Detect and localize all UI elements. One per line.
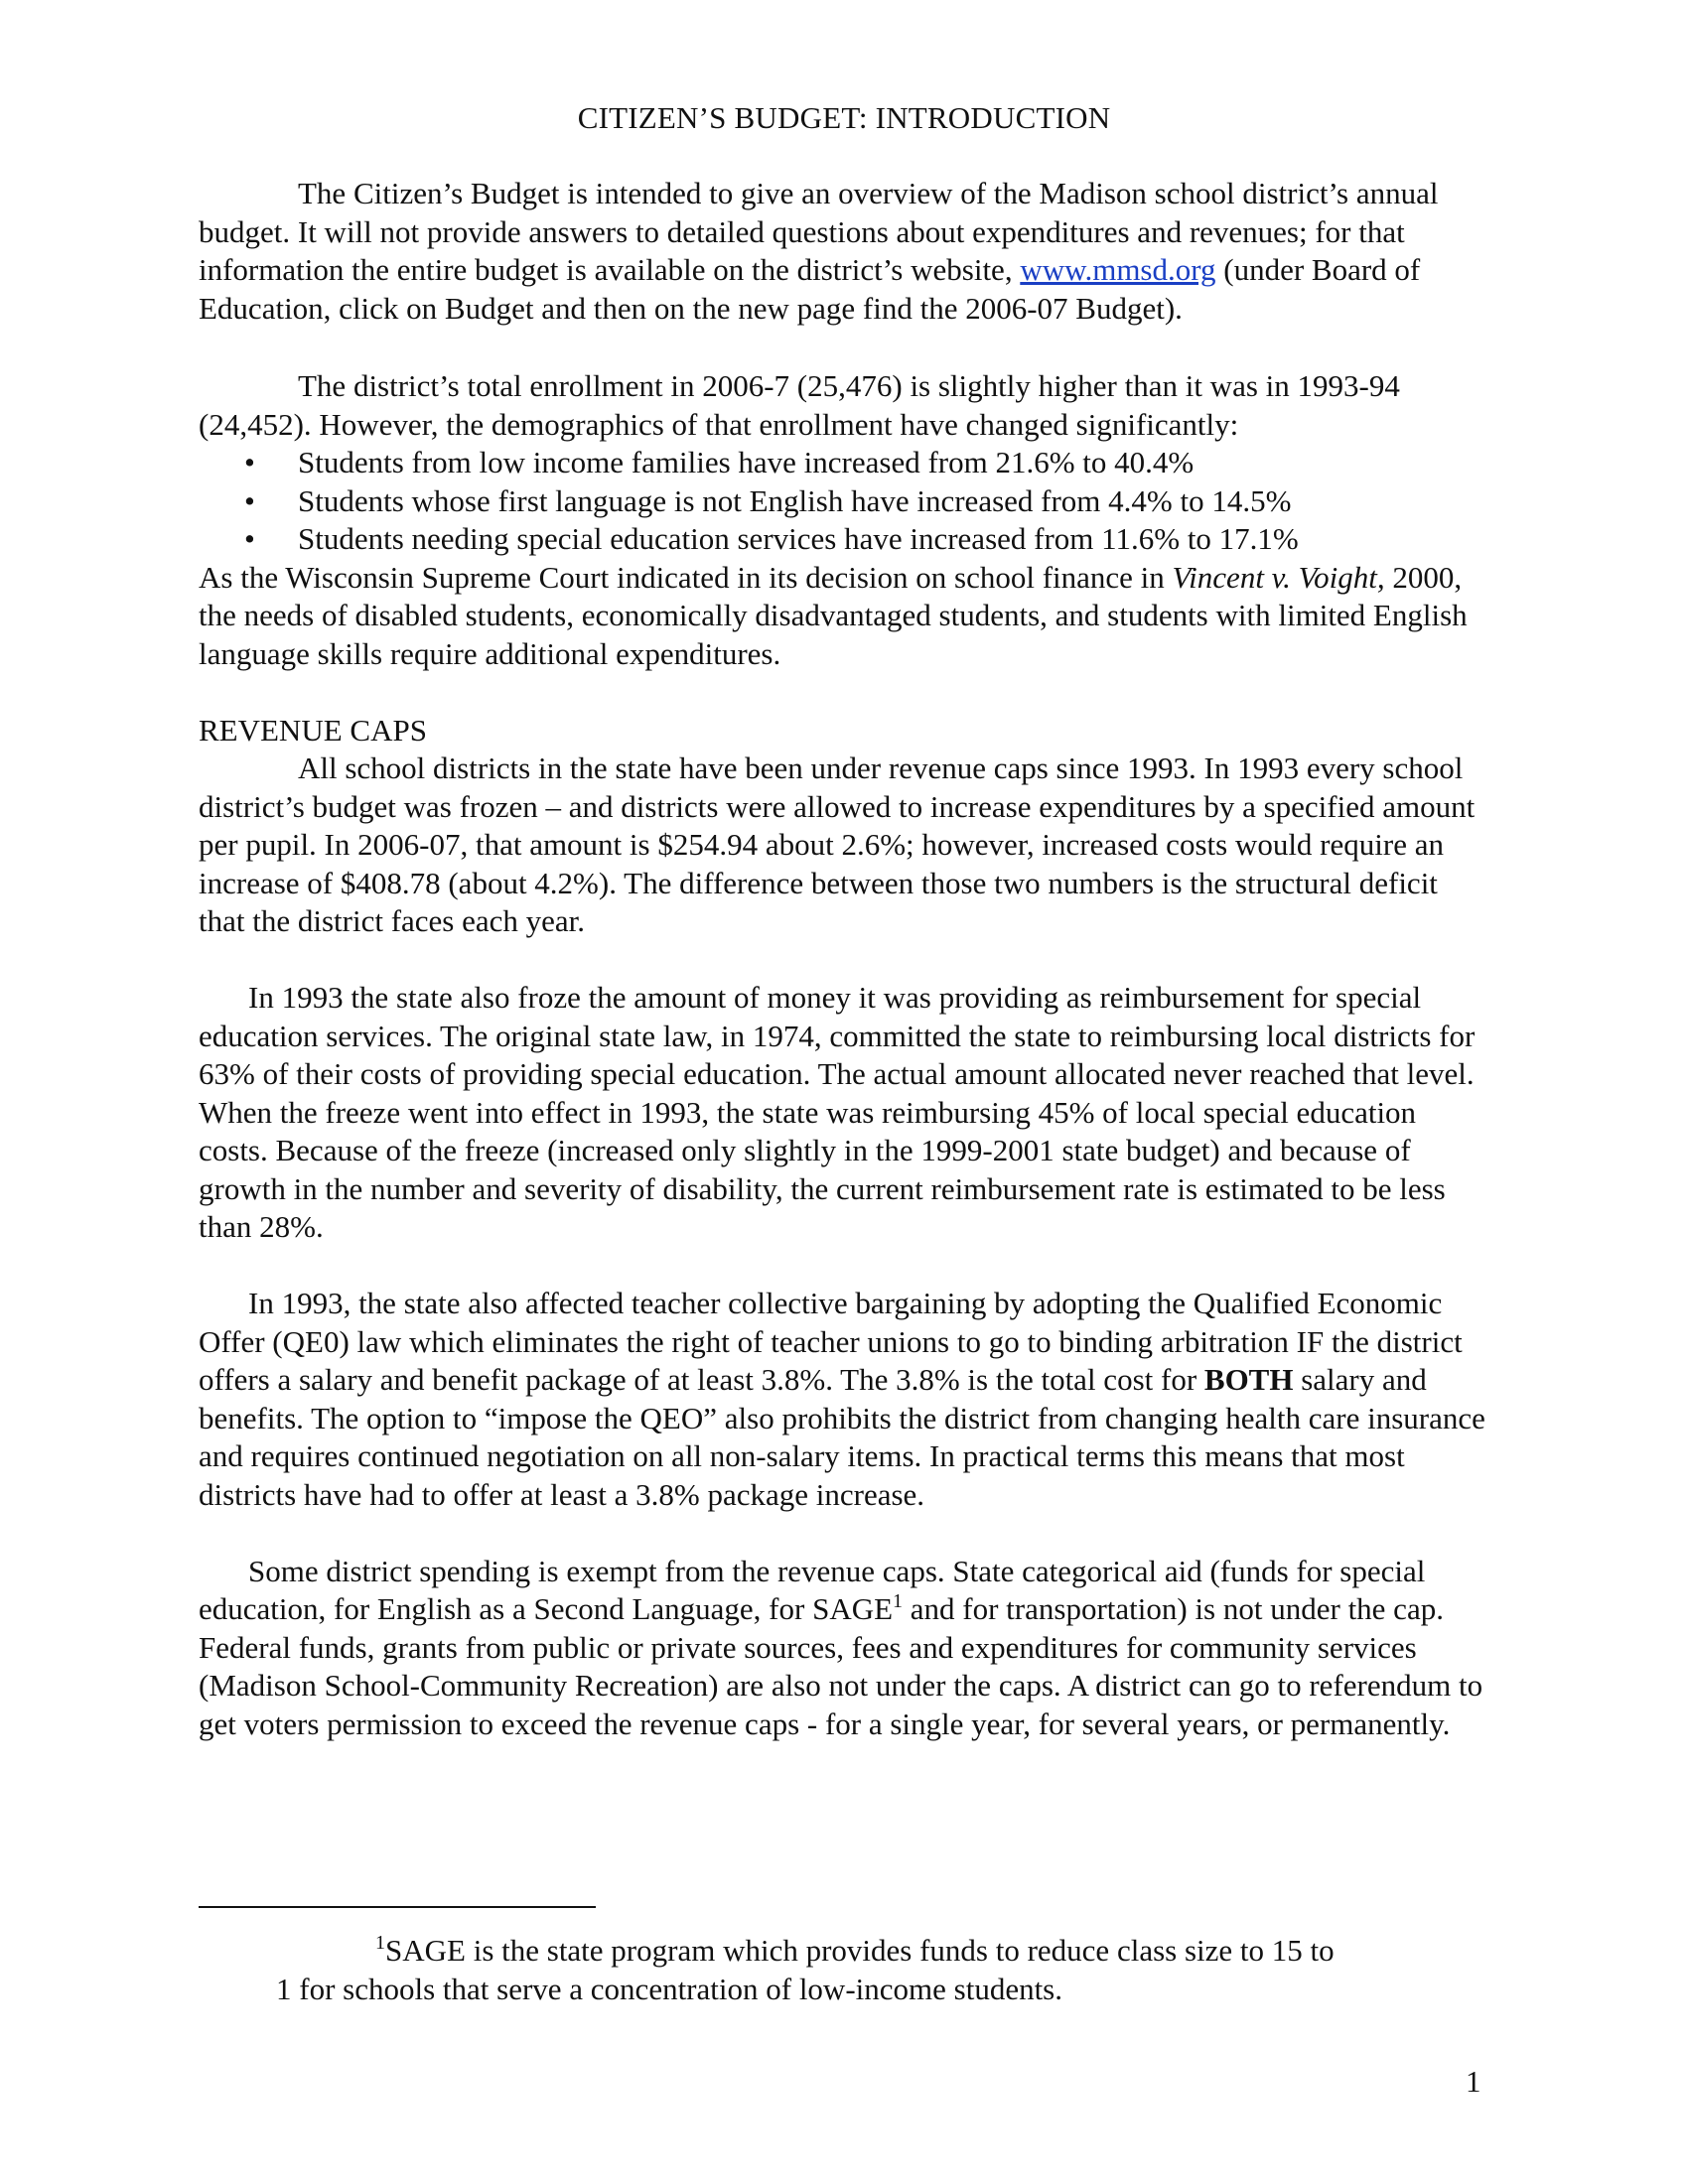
both-emphasis: BOTH: [1203, 1362, 1294, 1397]
list-item-text: Students whose first language is not English have increased from 4.4% to 14.5%: [298, 482, 1292, 518]
exempt-text-end: and for transportation) is not under the cap. Federal funds, grants from public or private sources, fees and expenditures for community services (Madison School-Community Recreation) are also not under the caps. A district can go to referendum to get voters permission to exceed the revenue caps - for a single year, for several years, or permanently.: [199, 1591, 1483, 1741]
list-item: [199, 520, 1489, 559]
list-item-text: Students needing special education services have increased from 11.6% to 17.1%: [298, 521, 1299, 556]
footnote-reference[interactable]: 1: [893, 1590, 904, 1612]
page-number: 1: [1466, 2064, 1481, 2099]
list-item-text: Students from low income families have increased from 21.6% to 40.4%: [298, 445, 1195, 479]
footnote-line-2: 1 for schools that serve a concentration of low-income students.: [276, 1971, 1062, 2006]
qeo-text-end: salary and benefits. The option to “impose the QEO” also prohibits the district from changing health care insurance and requires continued negotiation on all non-salary items. In practical terms this means that most districts have had to offer at least a 3.8% package increase.: [199, 1362, 1485, 1512]
footnote-separator: [199, 1906, 596, 1908]
qeo-text-start: In 1993, the state also affected teacher collective bargaining by adopting the Qualified Economic Offer (QE0) law which eliminates the right of teacher unions to go to binding arbitration IF the district offers a salary and benefit package of at least 3.8%. The 3.8% is the total cost for: [199, 1286, 1463, 1397]
bullet-icon: •: [244, 445, 255, 479]
intro-paragraph-3: [199, 559, 1489, 674]
demographics-list: [199, 444, 1489, 559]
bullet-icon: •: [244, 521, 255, 556]
footnote-text-1: SAGE is the state program which provides funds to reduce class size to 15 to: [385, 1933, 1335, 1968]
website-link[interactable]: www.mmsd.org: [1020, 252, 1216, 287]
revenue-caps-paragraph-3: [199, 1285, 1489, 1514]
revenue-caps-paragraph-1: All school districts in the state have been under revenue caps since 1993. In 1993 every school district’s budget was frozen – and districts were allowed to increase expenditures by a specified amount per pupil. In 2006-07, that amount is $254.94 about 2.6%; however, increased costs would require an increase of $408.78 (about 4.2%). The difference between those two numbers is the structural deficit that the district faces each year.: [199, 751, 1476, 938]
revenue-caps-paragraph-2: In 1993 the state also froze the amount of money it was providing as reimbursement for special education services. The original state law, in 1974, committed the state to reimbursing local districts for 63% of their costs of providing special education. The actual amount allocated never reached that level. When the freeze went into effect in 1993, the state was reimbursing 45% of local special education costs. Because of the freeze (increased only slightly in the 1999-2001 state budget) and because of growth in the number and severity of disability, the current reimbursement rate is estimated to be less than 28%.: [199, 980, 1476, 1244]
exempt-text-start: Some district spending is exempt from the revenue caps. State categorical aid (funds for special education, for English as a Second Language, for SAGE: [199, 1553, 1426, 1626]
page-title: CITIZEN’S BUDGET: INTRODUCTION: [577, 100, 1111, 135]
intro-p1-text-start: The Citizen’s Budget is intended to give an overview of the Madison school district’s annual budget. It will not provide answers to detailed questions about expenditures and revenues; for that information the entire budget is available on the district’s website,: [199, 176, 1439, 287]
list-item: [199, 482, 1489, 521]
bullet-icon: •: [244, 482, 255, 518]
intro-paragraph-2: The district’s total enrollment in 2006-7 (25,476) is slightly higher than it was in 1993-94 (24,452). However, the demographics of that enrollment have changed significantly:: [199, 368, 1400, 442]
list-item: [199, 444, 1489, 482]
intro-p3-text-start: As the Wisconsin Supreme Court indicated in its decision on school finance in: [199, 559, 1173, 595]
footnote: [199, 1932, 1489, 2008]
intro-paragraph-1: [199, 175, 1489, 328]
revenue-caps-paragraph-4: [199, 1553, 1489, 1744]
document-body: [199, 175, 1489, 1743]
document-page: [199, 0, 1489, 2184]
intro-p1-text-end: (under Board of Education, click on Budget and then on the new page find the 2006-07 Budget).: [199, 252, 1421, 326]
footnote-line-1: [199, 1932, 1489, 1971]
footnote-marker: 1: [375, 1932, 385, 1954]
intro-p3-text-end: 2000, the needs of disabled students, economically disadvantaged students, and students with limited English language skills require additional expenditures.: [199, 559, 1468, 671]
revenue-caps-heading: REVENUE CAPS: [199, 712, 427, 748]
court-case-name: Vincent v. Voight,: [1172, 559, 1385, 595]
